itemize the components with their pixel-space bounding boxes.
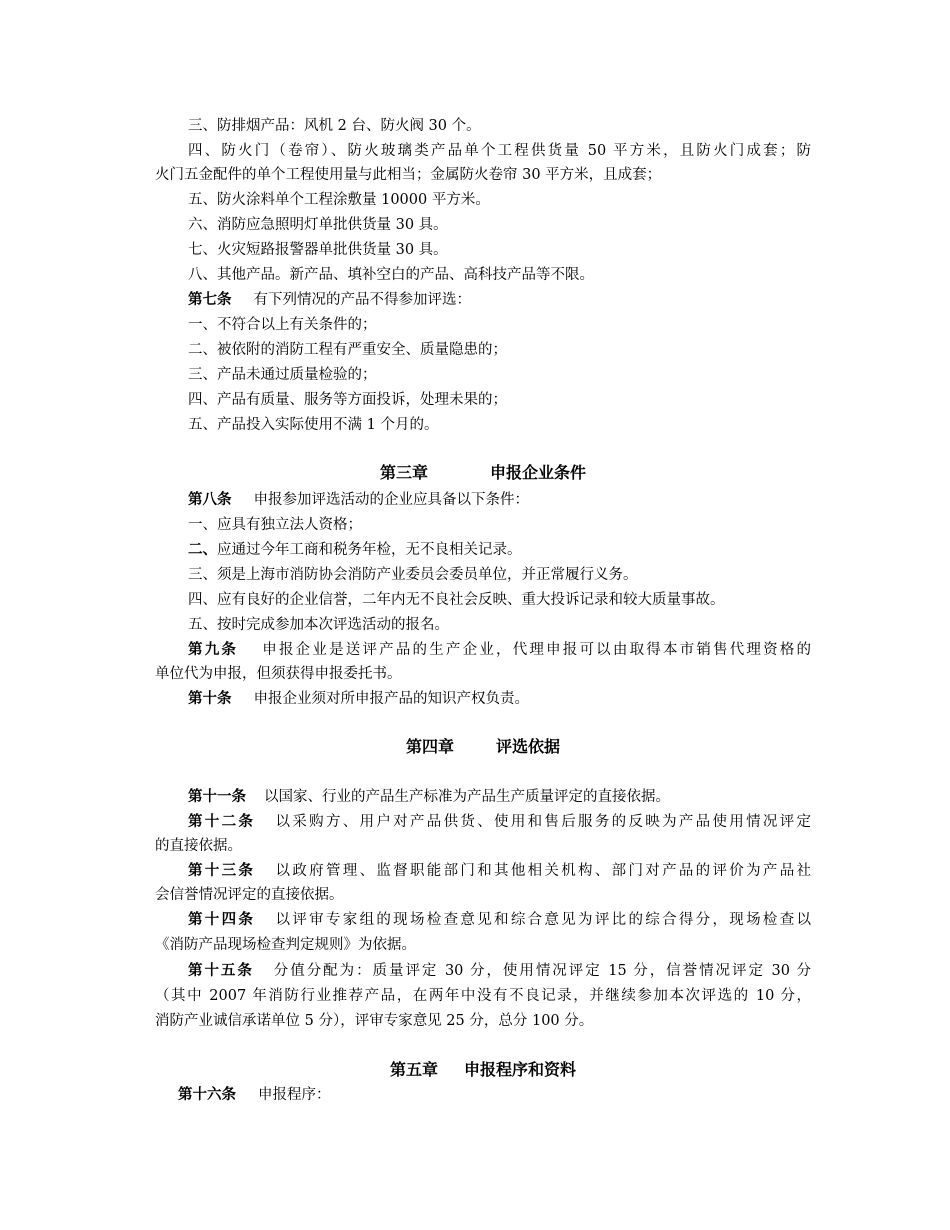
list-item: 四、应有良好的企业信誉，二年内无不良社会反映、重大投诉记录和较大质量事故。 — [188, 592, 725, 608]
article-9 — [188, 640, 811, 660]
article-continuation: 的直接依据。 — [155, 838, 242, 854]
article-label: 第八条 — [188, 491, 232, 508]
article-continuation: 《消防产品现场检查判定规则》为依据。 — [155, 937, 416, 953]
chapter-heading — [155, 736, 811, 758]
article-7 — [188, 290, 471, 310]
chapter-title: 申报程序和资料 — [464, 1060, 577, 1079]
article-label: 第十四条 — [188, 911, 256, 928]
list-item: 四、产品有质量、服务等方面投诉，处理未果的； — [188, 392, 507, 408]
list-item: 三、产品未通过质量检验的； — [188, 367, 377, 383]
chapter-number: 第五章 — [389, 1060, 438, 1079]
article-label: 第九条 — [188, 641, 239, 658]
list-item: 五、防火涂料单个工程涂敷量 10000 平方米。 — [188, 192, 490, 208]
article-continuation: （其中 2007 年消防行业推荐产品，在两年中没有不良记录，并继续参加本次评选的 10 分， — [155, 988, 811, 1004]
list-item: 三、防排烟产品：风机 2 台、防火阀 30 个。 — [188, 118, 481, 134]
article-11 — [188, 787, 670, 807]
article-label: 第十一条 — [188, 788, 246, 805]
list-item: 六、消防应急照明灯单批供货量 30 具。 — [188, 217, 448, 233]
chapter-title: 申报企业条件 — [490, 463, 587, 482]
article-label: 第十条 — [188, 690, 232, 707]
article-continuation: 单位代为申报，但须获得申报委托书。 — [155, 666, 402, 682]
list-item — [188, 540, 522, 560]
list-item: 五、按时完成参加本次评选活动的报名。 — [188, 617, 449, 633]
article-text: 以政府管理、监督职能部门和其他相关机构、部门对产品的评价为产品社 — [273, 863, 812, 879]
article-label: 第七条 — [188, 291, 232, 308]
article-text: 分值分配为：质量评定 30 分，使用情况评定 15 分，信誉情况评定 30 分 — [271, 963, 811, 979]
article-text: 申报企业是送评产品的生产企业，代理申报可以由取得本市销售代理资格的 — [260, 642, 812, 658]
list-item: 七、火灾短路报警器单批供货量 30 具。 — [188, 242, 448, 258]
article-text: 以采购方、用户对产品供货、使用和售后服务的反映为产品使用情况评定 — [273, 814, 812, 830]
article-text: 申报企业须对所申报产品的知识产权负责。 — [253, 691, 529, 707]
list-item: 二、被依附的消防工程有严重安全、质量隐患的； — [188, 342, 507, 358]
article-text: 以评审专家组的现场检查意见和综合意见为评比的综合得分，现场检查以 — [273, 912, 812, 928]
chapter-number: 第四章 — [405, 737, 454, 756]
list-item: 三、须是上海市消防协会消防产业委员会委员单位，并正常履行义务。 — [188, 567, 638, 583]
chapter-title: 评选依据 — [496, 737, 561, 756]
article-label: 第十五条 — [188, 962, 254, 979]
list-item-number: 二、 — [188, 541, 217, 558]
article-text: 有下列情况的产品不得参加评选： — [253, 292, 471, 308]
list-item-continuation: 火门五金配件的单个工程使用量与此相当；金属防火卷帘 30 平方米，且成套； — [155, 167, 662, 183]
article-8 — [188, 490, 529, 510]
article-13 — [188, 861, 811, 881]
chapter-heading — [155, 1059, 811, 1081]
article-text: 以国家、行业的产品生产标准为产品生产质量评定的直接依据。 — [264, 789, 670, 805]
list-item: 一、应具有独立法人资格； — [188, 517, 362, 533]
list-item: 五、产品投入实际使用不满 1 个月的。 — [188, 417, 439, 433]
list-item-text: 应通过今年工商和税务年检，无不良相关记录。 — [217, 542, 522, 558]
article-continuation: 会信誉情况评定的直接依据。 — [155, 887, 344, 903]
article-label: 第十三条 — [188, 862, 256, 879]
article-label: 第十二条 — [188, 813, 256, 830]
chapter-heading — [155, 462, 811, 484]
article-label: 第十六条 — [178, 1086, 236, 1103]
list-item: 八、其他产品。新产品、填补空白的产品、高科技产品等不限。 — [188, 267, 594, 283]
article-16 — [178, 1085, 331, 1105]
article-text: 申报参加评选活动的企业应具备以下条件： — [253, 492, 529, 508]
chapter-number: 第三章 — [379, 463, 428, 482]
article-14 — [188, 910, 811, 930]
list-item: 四、防火门（卷帘）、防火玻璃类产品单个工程供货量 50 平方米，且防火门成套；防 — [188, 143, 811, 159]
article-12 — [188, 812, 811, 832]
article-15 — [188, 961, 811, 981]
article-text: 申报程序： — [258, 1087, 331, 1103]
article-10 — [188, 689, 529, 709]
list-item: 一、不符合以上有关条件的； — [188, 317, 377, 333]
article-continuation: 消防产业诚信承诺单位 5 分），评审专家意见 25 分，总分 100 分。 — [155, 1013, 594, 1029]
